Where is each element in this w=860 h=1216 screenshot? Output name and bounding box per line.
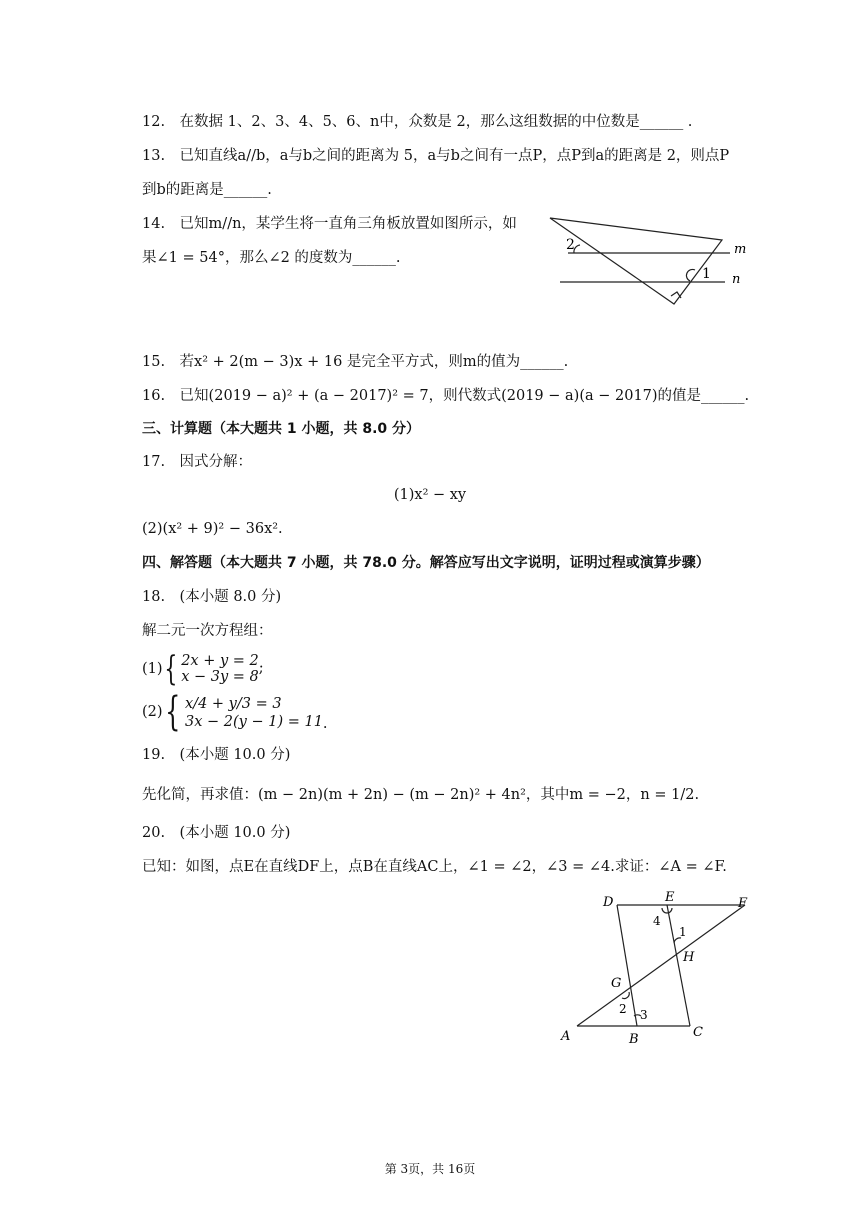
fig14-label-2: 2	[566, 237, 575, 253]
system-1-eq2: x − 3y = 8	[181, 669, 259, 685]
page-footer: 第 3页，共 16页	[384, 1162, 476, 1176]
fig20-label-C: C	[693, 1025, 703, 1040]
system-2-label: (2)	[142, 704, 163, 720]
fig20-label-E: E	[665, 890, 675, 905]
question-13-line2: 到b的距离是______.	[142, 182, 272, 198]
system-2-brace: {	[164, 689, 180, 735]
question-18: 18. (本小题 8.0 分)	[142, 589, 282, 605]
fig20-label-B: B	[629, 1032, 639, 1047]
fig14-label-1: 1	[702, 266, 711, 282]
section-4-heading: 四、解答题（本大题共 7 小题，共 78.0 分。解答应写出文字说明，证明过程或演算步骤）	[142, 555, 710, 571]
fig20-label-H: H	[683, 950, 695, 965]
question-14-line1: 14. 已知m//n，某学生将一直角三角板放置如图所示，如	[142, 216, 517, 232]
fig20-angle-3: 3	[640, 1008, 648, 1022]
question-17-part2: (2)(x² + 9)² − 36x².	[142, 521, 283, 537]
question-17-part1: (1)x² − xy	[393, 487, 467, 503]
question-15: 15. 若x² + 2(m − 3)x + 16 是完全平方式，则m的值为______.	[142, 354, 569, 370]
question-14-line2: 果∠1 = 54°，那么∠2 的度数为______.	[142, 250, 401, 266]
fig14-label-n: n	[732, 272, 741, 287]
system-1-end: ;	[258, 660, 264, 676]
system-1-eq1: 2x + y = 2	[181, 653, 259, 669]
fig20-label-G: G	[611, 976, 622, 991]
system-2-end: .	[322, 716, 328, 732]
fig20-label-A: A	[561, 1029, 571, 1044]
fig20-label-D: D	[603, 895, 614, 910]
system-2-eq1: x/4 + y/3 = 3	[185, 696, 282, 712]
section-3-heading: 三、计算题（本大题共 1 小题，共 8.0 分）	[142, 421, 421, 437]
question-12: 12. 在数据 1、2、3、4、5、6、n中，众数是 2，那么这组数据的中位数是______ .	[142, 114, 693, 130]
question-20: 20. (本小题 10.0 分)	[142, 825, 291, 841]
fig20-label-F: F	[738, 896, 748, 911]
figure-20	[555, 888, 765, 1048]
question-19-body: 先化简，再求值：(m − 2n)(m + 2n) − (m − 2n)² + 4n²，其中m = −2，n = 1/2.	[142, 787, 700, 803]
fig14-label-m: m	[734, 242, 747, 257]
question-20-body: 已知：如图，点E在直线DF上，点B在直线AC上，∠1 = ∠2，∠3 = ∠4.求证：∠A = ∠F.	[142, 859, 727, 875]
system-2-eq2: 3x − 2(y − 1) = 11	[185, 714, 323, 730]
question-18-intro: 解二元一次方程组：	[142, 623, 273, 639]
question-16: 16. 已知(2019 − a)² + (a − 2017)² = 7，则代数式(2019 − a)(a − 2017)的值是______.	[142, 388, 750, 404]
system-1	[142, 649, 264, 689]
system-1-label: (1)	[142, 661, 163, 677]
fig20-angle-1: 1	[679, 925, 687, 939]
system-2	[142, 689, 328, 735]
question-19: 19. (本小题 10.0 分)	[142, 747, 291, 763]
figure-14	[540, 208, 760, 318]
system-1-brace: {	[163, 649, 177, 689]
fig20-angle-2: 2	[619, 1002, 627, 1016]
question-17: 17. 因式分解：	[142, 454, 253, 470]
fig20-angle-4: 4	[653, 914, 661, 928]
question-13-line1: 13. 已知直线a//b，a与b之间的距离为 5，a与b之间有一点P，点P到a的距离是 2，则点P	[142, 148, 730, 164]
